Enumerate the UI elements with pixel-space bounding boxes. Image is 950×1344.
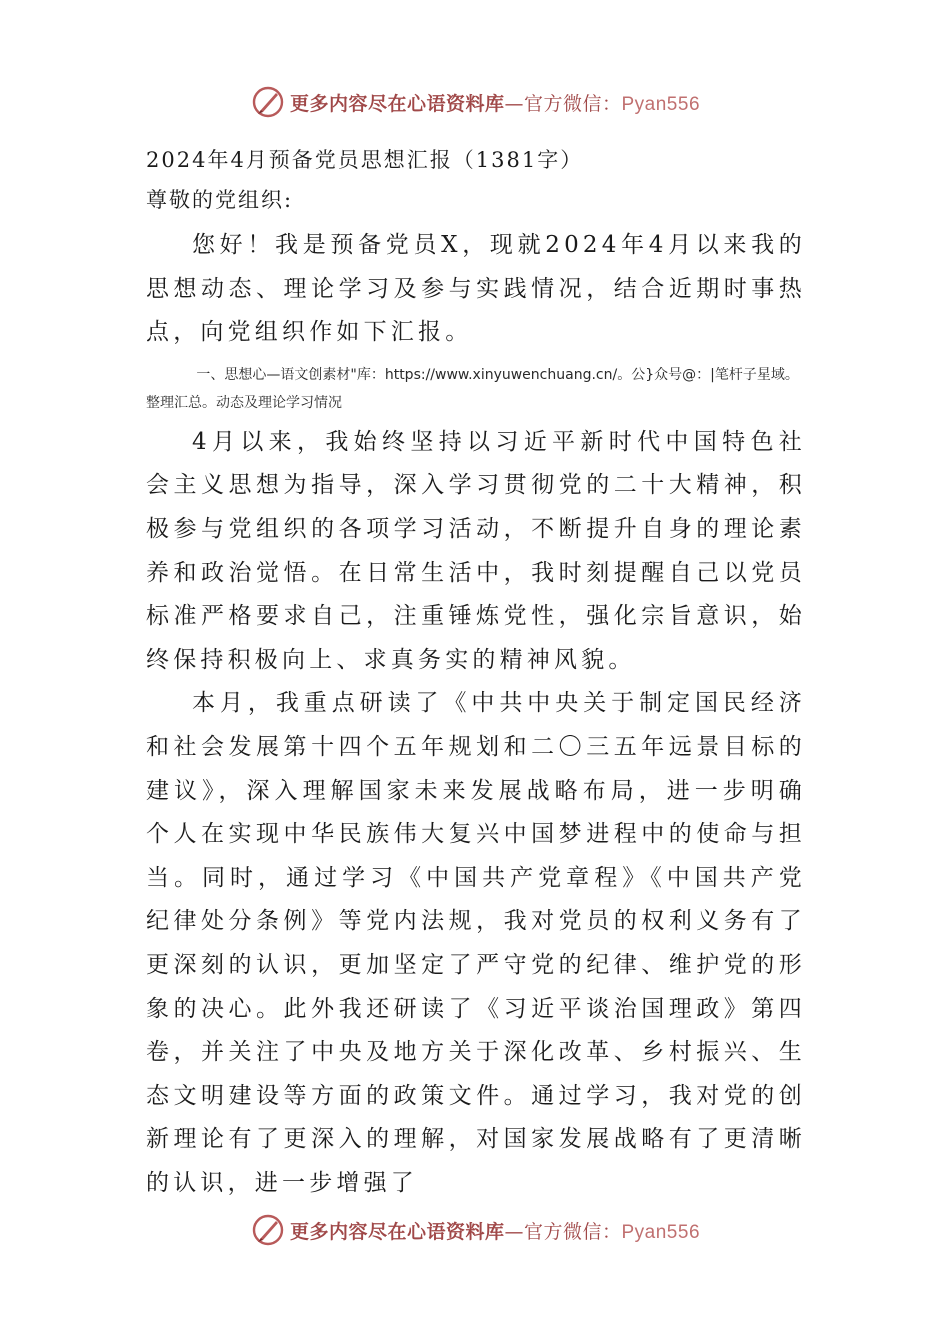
banner-brand: 更多内容尽在心语资料库 bbox=[289, 92, 505, 115]
footer-watermark-banner bbox=[0, 1210, 950, 1250]
paragraph-reading: 本月，我重点研读了《中共中央关于制定国民经济和社会发展第十四个五年规划和二〇三五年远景目标的建议》，深入理解国家未来发展战略布局，进一步明确个人在实现中华民族伟大复兴中国梦进程中的使命与担当。同时，通过学习《中国共产党章程》《中国共产党纪律处分条例》等党内法规，我对党员的权利义务有了更深刻的认识，更加坚定了严守党的纪律、维护党的形象的决心。此外我还研读了《习近平谈治国理政》第四卷，并关注了中央及地方关于深化改革、乡村振兴、生态文明建设等方面的政策文件。通过学习，我对党的创新理论有了更深入的理解，对国家发展战略有了更清晰的认识，进一步增强了 bbox=[146, 690, 806, 1196]
banner-text bbox=[290, 89, 700, 116]
quill-pen-logo-icon bbox=[250, 84, 286, 120]
banner-dash: — bbox=[504, 92, 524, 115]
banner-wechat-id: Pyan556 bbox=[621, 1221, 701, 1243]
paragraph-study: 4月以来，我始终坚持以习近平新时代中国特色社会主义思想为指导，深入学习贯彻党的二十大精神，积极参与党组织的各项学习活动，不断提升自身的理论素养和政治觉悟。在日常生活中，我时刻提醒自己以党员标准严格要求自己，注重锤炼党性，强化宗旨意识，始终保持积极向上、求真务实的精神风貌。 bbox=[146, 428, 806, 673]
banner-dash: — bbox=[504, 1220, 524, 1243]
header-watermark-banner bbox=[0, 82, 950, 122]
banner-brand: 更多内容尽在心语资料库 bbox=[289, 1220, 505, 1243]
banner-official-label: 官方微信： bbox=[523, 1220, 622, 1243]
section-heading-note: 一、思想心—语文创素材"库：https://www.xinyuwenchuang.cn/。公}众号@：|笔杆子星域。整理汇总。动态及理论学习情况 bbox=[146, 366, 799, 411]
quill-pen-logo-icon bbox=[250, 1212, 286, 1248]
banner-wechat-id: Pyan556 bbox=[621, 93, 701, 115]
banner-official-label: 官方微信： bbox=[523, 92, 622, 115]
document-title: 2024年4月预备党员思想汇报（1381字） bbox=[146, 148, 584, 172]
banner-text bbox=[290, 1217, 700, 1244]
paragraph-intro: 您好！我是预备党员X，现就2024年4月以来我的思想动态、理论学习及参与实践情况，结合近期时事热点，向党组织作如下汇报。 bbox=[146, 232, 806, 346]
salutation: 尊敬的党组织: bbox=[146, 188, 294, 212]
document-body bbox=[146, 140, 806, 1205]
